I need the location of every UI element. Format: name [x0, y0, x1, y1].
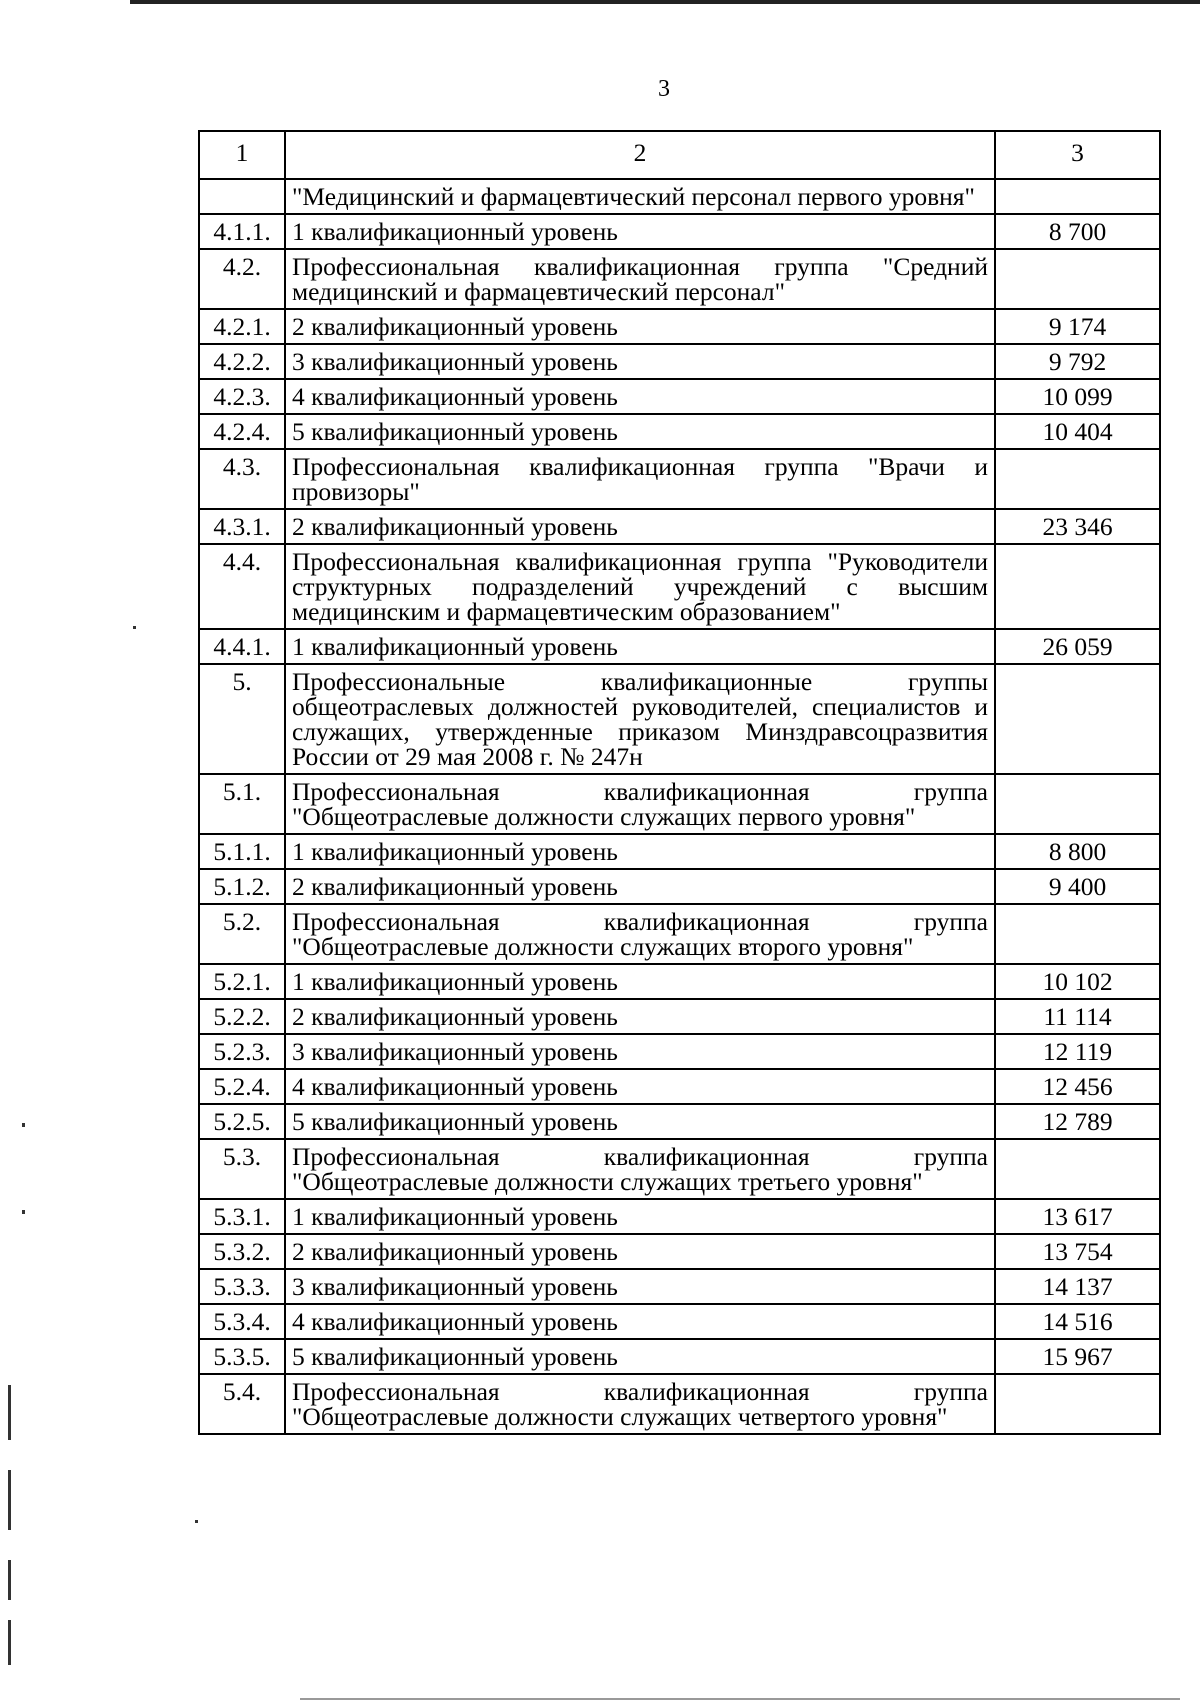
table-row: [199, 1304, 1160, 1339]
row-name: Профессиональная квалификационная группа "Руководители структурных подразделений учреждений с высшим медицинским и фармацевтическим образованием": [285, 544, 995, 629]
row-name: 1 квалификационный уровень: [285, 964, 995, 999]
table-row: [199, 509, 1160, 544]
scan-top-edge: [130, 0, 1200, 4]
table-row: [199, 1199, 1160, 1234]
header-col-3: 3: [995, 131, 1160, 179]
row-value: [995, 904, 1160, 964]
row-value: 26 059: [995, 629, 1160, 664]
row-name: 2 квалификационный уровень: [285, 869, 995, 904]
qualification-table: [198, 130, 1161, 1435]
row-value: 10 404: [995, 414, 1160, 449]
row-value: 15 967: [995, 1339, 1160, 1374]
row-name: 5 квалификационный уровень: [285, 414, 995, 449]
row-value: [995, 1374, 1160, 1434]
row-name: Профессиональная квалификационная группа "Общеотраслевые должности служащих третьего уровня": [285, 1139, 995, 1199]
row-code: 5.2.2.: [199, 999, 285, 1034]
row-value: 8 800: [995, 834, 1160, 869]
row-value: 12 119: [995, 1034, 1160, 1069]
scan-speck: [8, 1385, 11, 1440]
row-name: 1 квалификационный уровень: [285, 834, 995, 869]
table-row: [199, 414, 1160, 449]
row-name: Профессиональная квалификационная группа "Средний медицинский и фармацевтический персонал": [285, 249, 995, 309]
row-value: [995, 449, 1160, 509]
scan-speck: [133, 626, 136, 629]
table-header-row: [199, 131, 1160, 179]
row-name: 1 квалификационный уровень: [285, 629, 995, 664]
row-code: 5.2.5.: [199, 1104, 285, 1139]
table-row: [199, 1104, 1160, 1139]
row-name: 2 квалификационный уровень: [285, 1234, 995, 1269]
page-number: 3: [658, 76, 670, 102]
row-value: 12 456: [995, 1069, 1160, 1104]
table-row: [199, 379, 1160, 414]
scan-speck: [8, 1560, 11, 1600]
table-row: [199, 544, 1160, 629]
table-row: [199, 214, 1160, 249]
row-name: 1 квалификационный уровень: [285, 1199, 995, 1234]
table-row: [199, 1234, 1160, 1269]
row-name: Профессиональная квалификационная группа "Общеотраслевые должности служащих первого уровня": [285, 774, 995, 834]
table-row: [199, 964, 1160, 999]
row-code: 5.1.1.: [199, 834, 285, 869]
header-col-2: 2: [285, 131, 995, 179]
table-row: [199, 774, 1160, 834]
table-row: [199, 999, 1160, 1034]
row-value: [995, 774, 1160, 834]
table-row: [199, 869, 1160, 904]
row-value: [995, 249, 1160, 309]
table-row: [199, 309, 1160, 344]
row-value: 9 400: [995, 869, 1160, 904]
table-row: [199, 834, 1160, 869]
row-name: Профессиональная квалификационная группа "Общеотраслевые должности служащих четвертого уровня": [285, 1374, 995, 1434]
row-name: 2 квалификационный уровень: [285, 309, 995, 344]
row-code: 5.3.2.: [199, 1234, 285, 1269]
row-name: 2 квалификационный уровень: [285, 509, 995, 544]
row-code: 5.1.: [199, 774, 285, 834]
row-code: 4.2.4.: [199, 414, 285, 449]
row-value: 14 516: [995, 1304, 1160, 1339]
table-row: [199, 449, 1160, 509]
row-code: 4.1.1.: [199, 214, 285, 249]
row-name: 1 квалификационный уровень: [285, 214, 995, 249]
row-code: 5.3.: [199, 1139, 285, 1199]
row-code: 4.4.1.: [199, 629, 285, 664]
table-row: [199, 1374, 1160, 1434]
row-name: Профессиональная квалификационная группа "Врачи и провизоры": [285, 449, 995, 509]
row-name: 2 квалификационный уровень: [285, 999, 995, 1034]
row-code: 4.2.3.: [199, 379, 285, 414]
table-row: [199, 1034, 1160, 1069]
scan-speck: [22, 1123, 25, 1127]
table-row: [199, 1139, 1160, 1199]
row-name: 5 квалификационный уровень: [285, 1339, 995, 1374]
scan-speck: [22, 1210, 25, 1214]
row-code: 5.3.4.: [199, 1304, 285, 1339]
table-row: [199, 179, 1160, 214]
row-name: 3 квалификационный уровень: [285, 1269, 995, 1304]
row-code: 4.3.1.: [199, 509, 285, 544]
scan-bottom-edge: [300, 1698, 1180, 1700]
row-code: [199, 179, 285, 214]
row-code: 5.: [199, 664, 285, 774]
row-value: 9 792: [995, 344, 1160, 379]
row-value: 23 346: [995, 509, 1160, 544]
row-value: [995, 179, 1160, 214]
table-row: [199, 1269, 1160, 1304]
table-row: [199, 1339, 1160, 1374]
table-row: [199, 629, 1160, 664]
row-value: 13 617: [995, 1199, 1160, 1234]
row-value: 10 102: [995, 964, 1160, 999]
row-value: [995, 544, 1160, 629]
row-value: [995, 664, 1160, 774]
row-name: Профессиональная квалификационная группа "Общеотраслевые должности служащих второго уровня": [285, 904, 995, 964]
row-name: 5 квалификационный уровень: [285, 1104, 995, 1139]
row-name: 4 квалификационный уровень: [285, 1304, 995, 1339]
row-value: 9 174: [995, 309, 1160, 344]
row-name: 3 квалификационный уровень: [285, 1034, 995, 1069]
row-code: 4.4.: [199, 544, 285, 629]
scan-speck: [8, 1620, 11, 1665]
row-name: "Медицинский и фармацевтический персонал первого уровня": [285, 179, 995, 214]
row-value: 10 099: [995, 379, 1160, 414]
table-row: [199, 904, 1160, 964]
row-value: 14 137: [995, 1269, 1160, 1304]
row-code: 4.3.: [199, 449, 285, 509]
row-name: 4 квалификационный уровень: [285, 379, 995, 414]
table-row: [199, 664, 1160, 774]
row-code: 5.4.: [199, 1374, 285, 1434]
scan-speck: [8, 1470, 11, 1530]
row-code: 5.3.1.: [199, 1199, 285, 1234]
row-code: 4.2.1.: [199, 309, 285, 344]
scan-speck: [195, 1520, 198, 1523]
table-row: [199, 344, 1160, 379]
row-name: 4 квалификационный уровень: [285, 1069, 995, 1104]
row-value: 13 754: [995, 1234, 1160, 1269]
row-code: 4.2.: [199, 249, 285, 309]
row-value: 12 789: [995, 1104, 1160, 1139]
row-code: 5.2.1.: [199, 964, 285, 999]
row-name: 3 квалификационный уровень: [285, 344, 995, 379]
header-col-1: 1: [199, 131, 285, 179]
row-value: [995, 1139, 1160, 1199]
table-row: [199, 1069, 1160, 1104]
row-code: 5.1.2.: [199, 869, 285, 904]
row-value: 11 114: [995, 999, 1160, 1034]
table-row: [199, 249, 1160, 309]
row-code: 5.2.4.: [199, 1069, 285, 1104]
row-code: 5.2.3.: [199, 1034, 285, 1069]
row-code: 4.2.2.: [199, 344, 285, 379]
row-code: 5.2.: [199, 904, 285, 964]
row-code: 5.3.3.: [199, 1269, 285, 1304]
row-name: Профессиональные квалификационные группы общеотраслевых должностей руководителей, специалистов и служащих, утвержденные приказом Минздравсоцразвития России от 29 мая 2008 г. № 247н: [285, 664, 995, 774]
row-value: 8 700: [995, 214, 1160, 249]
row-code: 5.3.5.: [199, 1339, 285, 1374]
